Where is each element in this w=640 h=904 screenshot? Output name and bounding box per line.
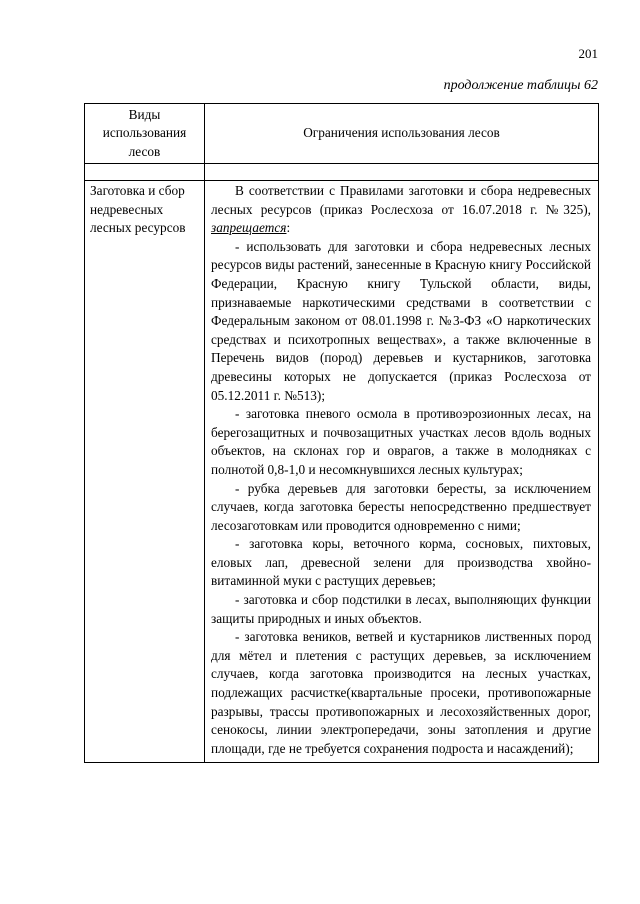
restriction-item: - заготовка пневого осмола в противоэрозионных лесах, на берегозащитных и почвозащитных участках лесов вдоль водных объектов, на склонах гор и оврагов, а также в молодняках с полнотой 0,8-1,0 и несомкнувшихся лесных культурах; [211,406,591,477]
intro-paragraph: В соответствии с Правилами заготовки и сбора недревесных лесных ресурсов (приказ Рослесхоза от 16.07.2018 г. №325), запрещается: [211,183,591,236]
restriction-item: - заготовка и сбор подстилки в лесах, выполняющих функции защиты природных и иных объектов. [211,592,591,626]
restriction-item: - рубка деревьев для заготовки бересты, за исключением случаев, когда заготовка бересты непосредственно предшествует лесозаготовкам или проводится одновременно с ними; [211,480,591,533]
restriction-item: - использовать для заготовки и сбора недревесных лесных ресурсов виды растений, занесенные в Красную книгу Российской Федерации, Красную книгу Тульской области, виды, признаваемые наркотическими средствами в соответствии с Федеральным законом от 08.01.1998 г. №3-ФЗ «О наркотических средствах и психотропных веществах», а также включенные в Перечень видов (пород) деревьев и кустарников, заготовка древесины которых не допускается (приказ Рослесхоза от 05.12.2011 г. №513); [211,238,591,403]
header-forest-use-types [85,104,205,164]
table-row [85,181,599,763]
header-line: лесов [128,143,161,159]
page-number: 201 [578,46,598,61]
forest-use-type-cell: Заготовка и сбор недревесных лесных ресурсов [85,181,205,763]
table-header-row [85,104,599,164]
forest-use-restrictions-table [84,103,599,763]
header-line: Виды [128,107,161,123]
restriction-item: - заготовка коры, веточного корма, сосновых, пихтовых, еловых лап, древесной зелени для производства хвойно-витаминной муки с растущих деревьев; [211,536,591,589]
header-line: использования [102,125,187,141]
prohibited-word: запрещается [211,220,287,236]
table-spacer-row [85,164,599,181]
restriction-item: - заготовка веников, ветвей и кустарников лиственных пород для мётел и плетения с растущих деревьев, за исключением случаев, когда заготовка производится на лесных участках, подлежащих расчистке(квартальные просеки, противопожарные разрывы, трассы противопожарных и лесохозяйственных дорог, сенокосы, линии электропередачи, зоны затопления и другие площади, где не требуется сохранения подроста и насаждений); [211,629,591,756]
header-restrictions: Ограничения использования лесов [205,104,599,164]
table-continuation-caption: продолжение таблицы 62 [443,78,598,93]
restrictions-cell [205,181,599,763]
